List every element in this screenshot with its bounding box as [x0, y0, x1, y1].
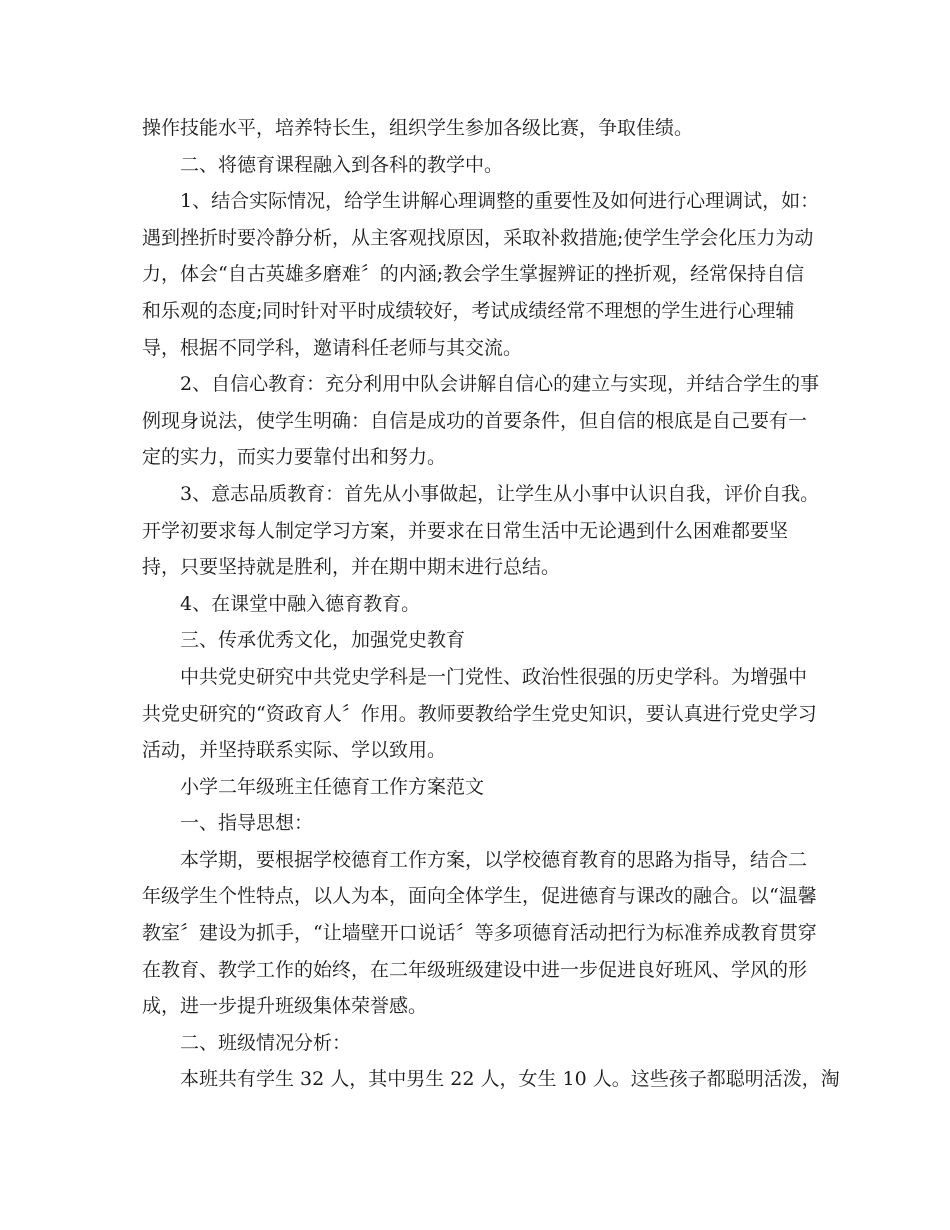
paragraph-willpower — [142, 476, 820, 586]
text-line: 三、传承优秀文化，加强党史教育 — [180, 629, 466, 652]
text-line: 操作技能水平，培养特长生，组织学生参加各级比赛，争取佳绩。 — [142, 117, 694, 139]
text-line: 定的实力，而实力要靠付出和努力。 — [142, 446, 447, 469]
text-line: 活动，并坚持联系实际、学以致用。 — [142, 739, 447, 762]
text-line: 共党史研究的“资政育人〞作用。教师要教给学生党史知识，要认真进行党史学习 — [142, 702, 817, 725]
text-line: 本班共有学生 32 人，其中男生 22 人，女生 10 人。这些孩子都聪明活泼，淘 — [180, 1068, 840, 1091]
text-line: 中共党史研究中共党史学科是一门党性、政治性很强的历史学科。为增强中 — [180, 665, 808, 688]
text-line: 3、意志品质教育：首先从小事做起，让学生从小事中认识自我，评价自我。 — [180, 482, 820, 505]
text-line: 年级学生个性特点，以人为本，面向全体学生，促进德育与课改的融合。以“温馨 — [142, 885, 817, 908]
text-line: 导，根据不同学科，邀请科任老师与其交流。 — [142, 336, 523, 359]
section-heading-moral-curriculum — [142, 147, 807, 184]
text-line: 在教育、教学工作的始终，在二年级班级建设中进一步促进良好班风、学风的形 — [142, 958, 808, 981]
paragraph-classroom-moral — [142, 586, 807, 623]
paragraph-class-stats — [142, 1061, 840, 1098]
section-heading-guiding-thought — [142, 805, 807, 842]
text-line: 遇到挫折时要冷静分析，从主客观找原因，采取补救措施;使学生学会化压力为动 — [142, 226, 814, 249]
text-line: 一、指导思想： — [180, 812, 314, 835]
text-line: 和乐观的态度;同时针对平时成绩较好，考试成绩经常不理想的学生进行心理辅 — [142, 299, 795, 322]
text-line: 1、结合实际情况，给学生讲解心理调整的重要性及如何进行心理调试，如： — [180, 190, 820, 213]
text-line: 2、自信心教育：充分利用中队会讲解自信心的建立与实现，并结合学生的事 — [180, 373, 820, 396]
text-line: 例现身说法，使学生明确：自信是成功的首要条件，但自信的根底是自己要有一 — [142, 409, 808, 432]
text-line: 二、班级情况分析： — [180, 1031, 352, 1054]
section-heading-class-analysis — [142, 1025, 807, 1062]
text-line: 二、将德育课程融入到各科的教学中。 — [180, 153, 504, 176]
text-line: 成，进一步提升班级集体荣誉感。 — [142, 995, 428, 1018]
text-line: 教室〞建设为抓手，“让墙壁开口说话〞等多项德育活动把行为标准养成教育贯穿 — [142, 922, 817, 945]
paragraph-semester-plan — [142, 842, 817, 1025]
text-line: 本学期，要根据学校德育工作方案，以学校德育教育的思路为指导，结合二 — [180, 848, 808, 871]
text-line: 持，只要坚持就是胜利，并在期中期末进行总结。 — [142, 556, 561, 579]
text-line: 小学二年级班主任德育工作方案范文 — [180, 775, 485, 798]
text-line: 4、在课堂中融入德育教育。 — [180, 592, 421, 615]
paragraph-continuation — [142, 110, 807, 147]
section-heading-culture — [142, 622, 807, 659]
paragraph-psychology — [142, 183, 820, 366]
document-subtitle — [142, 769, 807, 806]
paragraph-confidence — [142, 366, 820, 476]
text-line: 开学初要求每人制定学习方案，并要求在日常生活中无论遇到什么困难都要坚 — [142, 519, 789, 542]
text-line: 力，体会“自古英雄多磨难〞的内涵;教会学生掌握辨证的挫折观，经常保持自信 — [142, 263, 805, 286]
paragraph-party-history — [142, 659, 817, 769]
document-body — [142, 110, 840, 1098]
